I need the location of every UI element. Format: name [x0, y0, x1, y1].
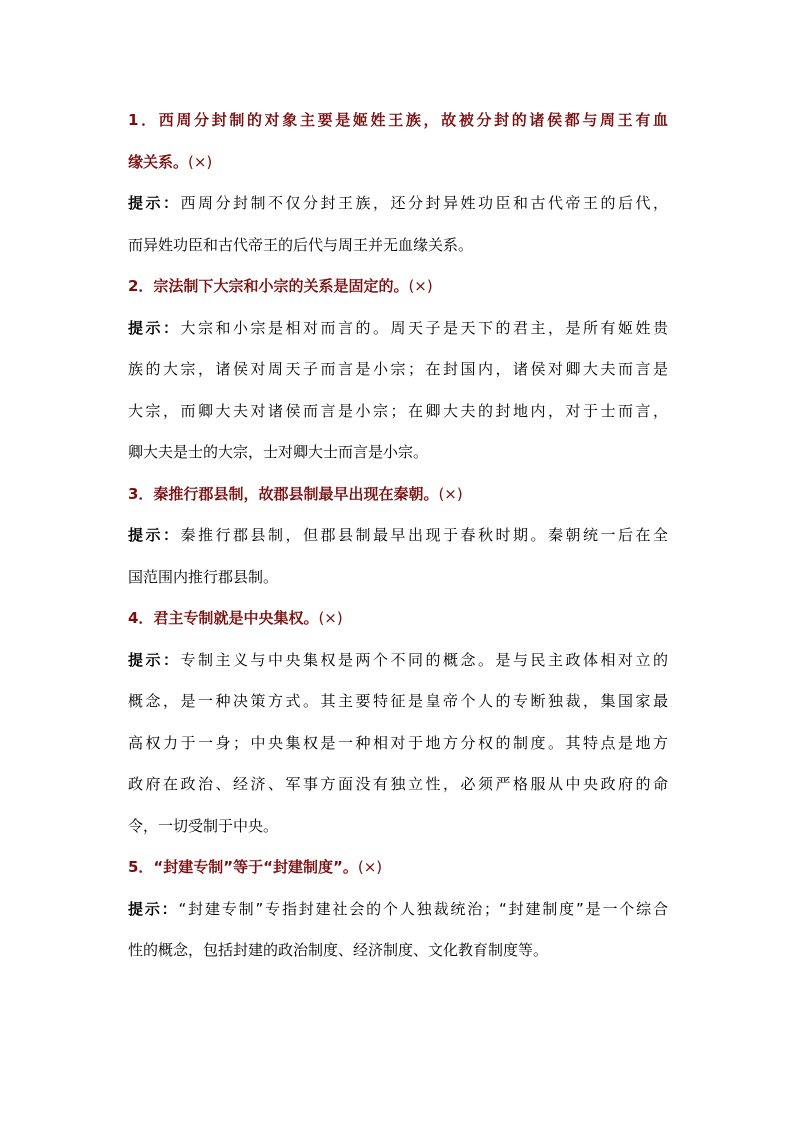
hint-text: 国范围内推行郡县制。: [128, 567, 279, 586]
answer-mark: (×): [408, 277, 433, 295]
answer-mark: (×): [438, 484, 463, 503]
hint-label: 提示：: [128, 318, 181, 337]
hint-content: 西周分封制不仅分封王族，还分封异姓功臣和古代帝王的后代，: [180, 194, 668, 212]
hint-text: 大宗，而卿大夫对诸侯而言是小宗；在卿大夫的封地内，对于士而言，: [128, 401, 668, 420]
hint-text: [128, 889, 668, 931]
question-text-end: 4．君主专制就是中央集权。: [128, 609, 319, 627]
question-text: [128, 142, 668, 184]
hint-text: 令，一切受制于中央。: [128, 816, 279, 835]
question-text: [128, 847, 668, 889]
question-text-end: 2．宗法制下大宗和小宗的关系是固定的。: [128, 277, 409, 295]
hint-label: 提示：: [128, 899, 179, 918]
question-text: [128, 474, 668, 516]
question-text-end: 3．秦推行郡县制，故郡县制最早出现在秦朝。: [128, 484, 439, 503]
hint-text: [128, 308, 668, 350]
hint-content: 秦推行郡县制，但郡县制最早出现于春秋时期。秦朝统一后在全: [180, 526, 668, 544]
hint-text: [128, 515, 668, 557]
hint-text: 族的大宗，诸侯对周天子而言是小宗；在封国内，诸侯对卿大夫而言是: [128, 360, 668, 378]
question-text-end: 5．“封建专制”等于“封建制度”。: [128, 858, 358, 876]
hint-text: 政府在政治、经济、军事方面没有独立性，必须严格服从中央政府的命: [128, 775, 668, 793]
answer-mark: (×): [188, 152, 213, 171]
hint-label: 提示：: [128, 194, 181, 212]
question-item-3: [128, 474, 668, 599]
question-text-end: 缘关系。: [128, 152, 189, 171]
hint-text: [128, 183, 668, 225]
hint-label: 提示：: [128, 526, 181, 544]
question-text: [128, 598, 668, 640]
question-item-4: [128, 598, 668, 847]
hint-content: 专制主义与中央集权是两个不同的概念。是与民主政体相对立的: [180, 650, 668, 669]
question-item-5: [128, 847, 668, 972]
question-text: [128, 266, 668, 308]
hint-content: “封建专制”专指封建社会的个人独裁统治；“封建制度”是一个综合: [178, 899, 668, 918]
hint-content: 大宗和小宗是相对而言的。周天子是天下的君主，是所有姬姓贵: [180, 318, 668, 337]
hint-text: 概念，是一种决策方式。其主要特征是皇帝个人的专断独裁，集国家最: [128, 692, 668, 710]
hint-text: [128, 640, 668, 682]
hint-label: 提示：: [128, 650, 181, 669]
hint-text: 而异姓功臣和古代帝王的后代与周王并无血缘关系。: [128, 235, 474, 254]
question-text: 1．西周分封制的对象主要是姬姓王族，故被分封的诸侯都与周王有血: [128, 111, 668, 129]
hint-text: 卿大夫是士的大宗，士对卿大士而言是小宗。: [128, 443, 429, 461]
hint-text: 高权力于一身；中央集权是一种相对于地方分权的制度。其特点是地方: [128, 733, 668, 752]
hint-text: 性的概念，包括封建的政治制度、经济制度、文化教育制度等。: [128, 941, 549, 959]
question-item-2: [128, 266, 668, 474]
question-item-1: [128, 100, 668, 266]
document-page: [128, 100, 668, 972]
answer-mark: (×): [357, 858, 383, 876]
answer-mark: (×): [318, 609, 343, 627]
